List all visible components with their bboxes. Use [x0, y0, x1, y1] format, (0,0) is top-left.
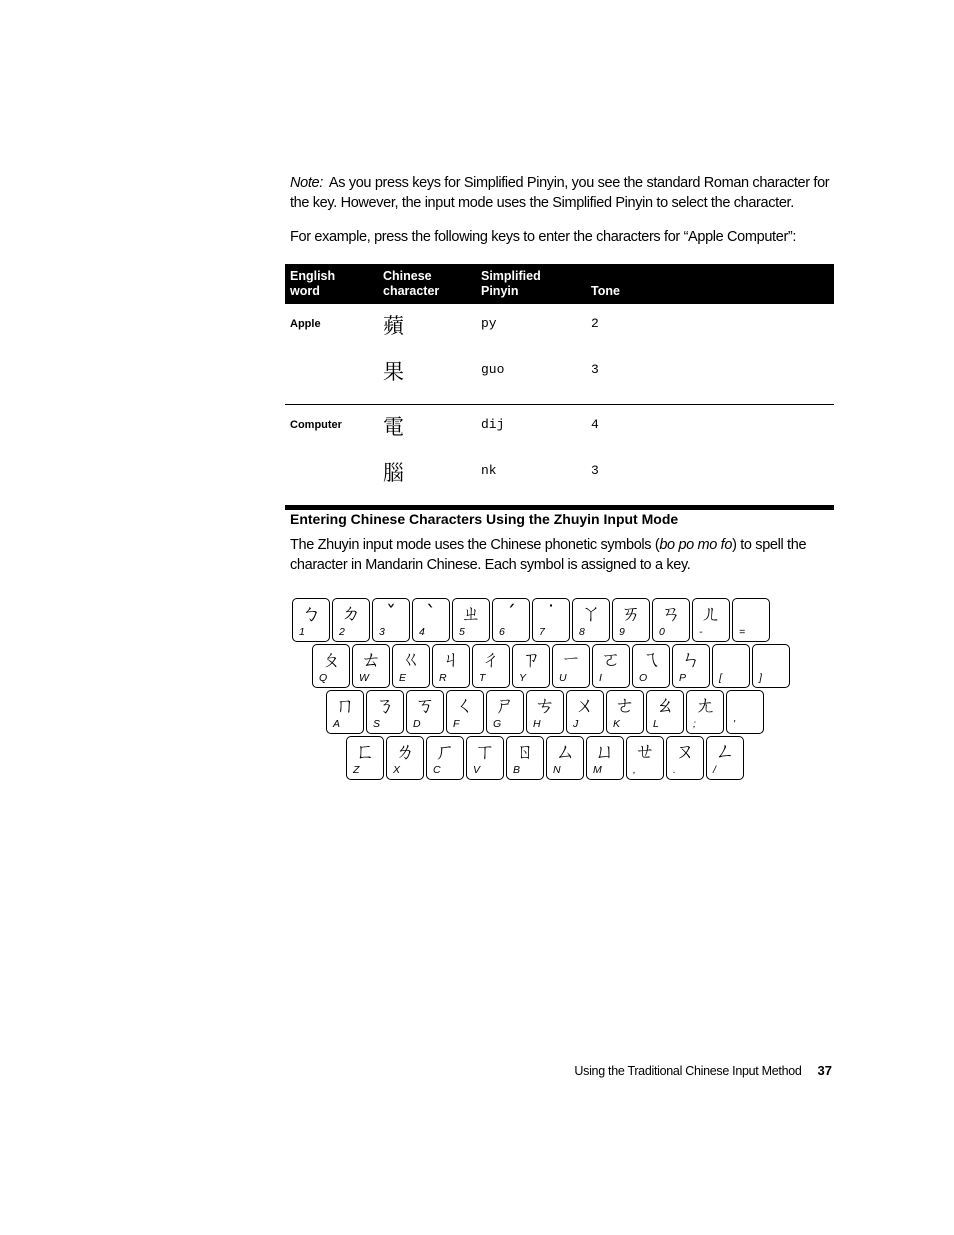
key-q — [312, 644, 350, 688]
zhuyin-symbol: ㄈ — [355, 739, 375, 763]
key-e — [392, 644, 430, 688]
key-label: V — [473, 764, 481, 776]
key-label: P — [679, 672, 687, 684]
key-c — [426, 736, 464, 780]
key-label: G — [493, 718, 502, 730]
bopomofo-term: bo po mo fo — [659, 537, 733, 553]
pinyin-keys: py — [481, 316, 497, 331]
note-text: As you press keys for Simplified Pinyin, you see the standard Roman character for the key. However, the input mode uses the Simplified Pinyin to select the character. — [290, 175, 830, 211]
key-%5b — [712, 644, 750, 688]
key-label: D — [413, 718, 421, 730]
key-label: 6 — [499, 626, 505, 638]
key-label: 4 — [419, 626, 425, 638]
key-0 — [652, 598, 690, 642]
key-label: E — [399, 672, 407, 684]
pinyin-keys: nk — [481, 463, 497, 478]
key-v — [466, 736, 504, 780]
page-footer — [0, 1063, 832, 1078]
zhuyin-symbol: ㄐ — [441, 647, 461, 671]
key-label: J — [573, 718, 579, 730]
key-label: 2 — [339, 626, 345, 638]
zhuyin-symbol: ㄥ — [715, 739, 735, 763]
key-m — [586, 736, 624, 780]
key-g — [486, 690, 524, 734]
pinyin-example-table — [285, 264, 834, 510]
key-label: H — [533, 718, 541, 730]
table-row — [285, 350, 834, 405]
key-label: S — [373, 718, 381, 730]
example-paragraph: For example, press the following keys to enter the characters for “Apple Computer”: — [290, 229, 797, 245]
key-label: , — [633, 764, 636, 776]
zhuyin-symbol: ㄛ — [601, 647, 621, 671]
zhuyin-symbol: ㄝ — [635, 739, 655, 763]
zhuyin-symbol: ㄢ — [661, 601, 681, 625]
key-label: [ — [719, 672, 722, 684]
key-%5d — [752, 644, 790, 688]
zhuyin-symbol: ㄦ — [701, 601, 721, 625]
key-b — [506, 736, 544, 780]
key-label: 9 — [619, 626, 625, 638]
zhuyin-symbol: ˋ — [426, 601, 436, 625]
zhuyin-symbol: ㄊ — [361, 647, 381, 671]
zhuyin-symbol: ㄎ — [415, 693, 435, 717]
key-n — [546, 736, 584, 780]
key-label: K — [613, 718, 621, 730]
zhuyin-symbol: ㄞ — [621, 601, 641, 625]
key-z — [346, 736, 384, 780]
tone-number: 2 — [591, 316, 599, 331]
zhuyin-symbol: ㄉ — [341, 601, 361, 625]
header-english-word: English word — [285, 264, 378, 304]
section-heading: Entering Chinese Characters Using the Zhuyin Input Mode — [290, 511, 679, 527]
zhuyin-symbol: ㄤ — [695, 693, 715, 717]
note-label: Note: — [290, 175, 323, 191]
chinese-character: 蘋 — [383, 314, 404, 338]
table-header-row — [285, 264, 834, 304]
page-number: 37 — [817, 1063, 832, 1078]
zhuyin-symbol: ㄙ — [555, 739, 575, 763]
key-' — [726, 690, 764, 734]
key-t — [472, 644, 510, 688]
key-5 — [452, 598, 490, 642]
key-label: ; — [693, 718, 696, 730]
zhuyin-symbol: ㄡ — [675, 739, 695, 763]
key-9 — [612, 598, 650, 642]
key-label: I — [599, 672, 602, 684]
key-d — [406, 690, 444, 734]
key-- — [692, 598, 730, 642]
key-u — [552, 644, 590, 688]
header-tone: Tone — [586, 264, 834, 304]
key-y — [512, 644, 550, 688]
zhuyin-symbol: ㄓ — [461, 601, 481, 625]
key-label: F — [453, 718, 460, 730]
zhuyin-symbol: ˊ — [506, 601, 516, 625]
zhuyin-symbol: ㄗ — [521, 647, 541, 671]
key-label: / — [713, 764, 716, 776]
zhuyin-symbol: ㄏ — [435, 739, 455, 763]
zhuyin-symbol: ㄆ — [321, 647, 341, 671]
key-i — [592, 644, 630, 688]
table-row — [285, 451, 834, 508]
zhuyin-symbol: ㄠ — [655, 693, 675, 717]
key-1 — [292, 598, 330, 642]
key-f — [446, 690, 484, 734]
key-label: C — [433, 764, 441, 776]
english-word: Apple — [290, 318, 321, 330]
zhuyin-symbol: ㄒ — [475, 739, 495, 763]
zhuyin-symbol: ㄟ — [641, 647, 661, 671]
key-k — [606, 690, 644, 734]
key-%2c — [626, 736, 664, 780]
key-8 — [572, 598, 610, 642]
key-label: 5 — [459, 626, 465, 638]
key-l — [646, 690, 684, 734]
key-label: 8 — [579, 626, 585, 638]
key-s — [366, 690, 404, 734]
key-label: O — [639, 672, 648, 684]
key-x — [386, 736, 424, 780]
key-a — [326, 690, 364, 734]
zhuyin-symbol: ㄩ — [595, 739, 615, 763]
table-row — [285, 304, 834, 350]
zhuyin-symbol: ㄘ — [535, 693, 555, 717]
zhuyin-symbol: ㄇ — [335, 693, 355, 717]
key-label: = — [739, 626, 746, 638]
key-label: T — [479, 672, 486, 684]
zhuyin-symbol: ˇ — [386, 601, 396, 625]
key-w — [352, 644, 390, 688]
key-. — [666, 736, 704, 780]
zhuyin-symbol: ㄌ — [395, 739, 415, 763]
zhuyin-symbol: ㄚ — [581, 601, 601, 625]
zhuyin-intro-paragraph: The Zhuyin input mode uses the Chinese phonetic symbols (bo po mo fo) to spell the character in Mandarin Chinese. Each symbol is assigned to a key. — [290, 537, 807, 573]
key-label: B — [513, 764, 521, 776]
key-4 — [412, 598, 450, 642]
pinyin-keys: dij — [481, 417, 505, 432]
footer-chapter-title: Using the Traditional Chinese Input Method — [574, 1064, 802, 1078]
zhuyin-symbol: ˙ — [546, 601, 556, 625]
key-label: A — [333, 718, 341, 730]
key-label: L — [653, 718, 659, 730]
key-label: W — [359, 672, 369, 684]
tone-number: 3 — [591, 463, 599, 478]
header-chinese-character: Chinese character — [378, 264, 476, 304]
zhuyin-symbol: ㄔ — [481, 647, 501, 671]
chinese-character: 果 — [383, 360, 404, 384]
chinese-character: 腦 — [383, 461, 404, 485]
note-paragraph — [290, 173, 835, 213]
key-label: M — [593, 764, 602, 776]
zhuyin-symbol: ㄕ — [495, 693, 515, 717]
key-label: Q — [319, 672, 328, 684]
key-label: 7 — [539, 626, 545, 638]
key-label: R — [439, 672, 447, 684]
tone-number: 3 — [591, 362, 599, 377]
english-word: Computer — [290, 419, 342, 431]
zhuyin-symbol: ㄜ — [615, 693, 635, 717]
key-label: 3 — [379, 626, 385, 638]
key-j — [566, 690, 604, 734]
key-label: Z — [353, 764, 360, 776]
zhuyin-symbol: ㄣ — [681, 647, 701, 671]
key-6 — [492, 598, 530, 642]
key-3 — [372, 598, 410, 642]
key-%3b — [686, 690, 724, 734]
key-2 — [332, 598, 370, 642]
zhuyin-symbol: ㄍ — [401, 647, 421, 671]
key-r — [432, 644, 470, 688]
pinyin-keys: guo — [481, 362, 505, 377]
key-label: - — [699, 626, 703, 638]
key-o — [632, 644, 670, 688]
key-p — [672, 644, 710, 688]
key-label: U — [559, 672, 567, 684]
tone-number: 4 — [591, 417, 599, 432]
header-simplified-pinyin: Simplified Pinyin — [476, 264, 586, 304]
key-label: N — [553, 764, 561, 776]
zhuyin-symbol: ㄨ — [575, 693, 595, 717]
zhuyin-symbol: ㄑ — [455, 693, 475, 717]
chinese-character: 電 — [383, 415, 404, 439]
key-label: 0 — [659, 626, 665, 638]
key-label: X — [393, 764, 401, 776]
zhuyin-symbol: ㄋ — [375, 693, 395, 717]
key-label: ' — [733, 718, 736, 730]
key-label: Y — [519, 672, 527, 684]
zhuyin-symbol: ㄧ — [561, 647, 581, 671]
key-7 — [532, 598, 570, 642]
key-label: ] — [759, 672, 762, 684]
key-label: 1 — [299, 626, 305, 638]
table-row — [285, 405, 834, 452]
zhuyin-symbol: ㄖ — [515, 739, 535, 763]
zhuyin-symbol: ㄅ — [301, 601, 321, 625]
key-label: . — [673, 764, 676, 776]
key-%3d — [732, 598, 770, 642]
key-%2f — [706, 736, 744, 780]
key-h — [526, 690, 564, 734]
